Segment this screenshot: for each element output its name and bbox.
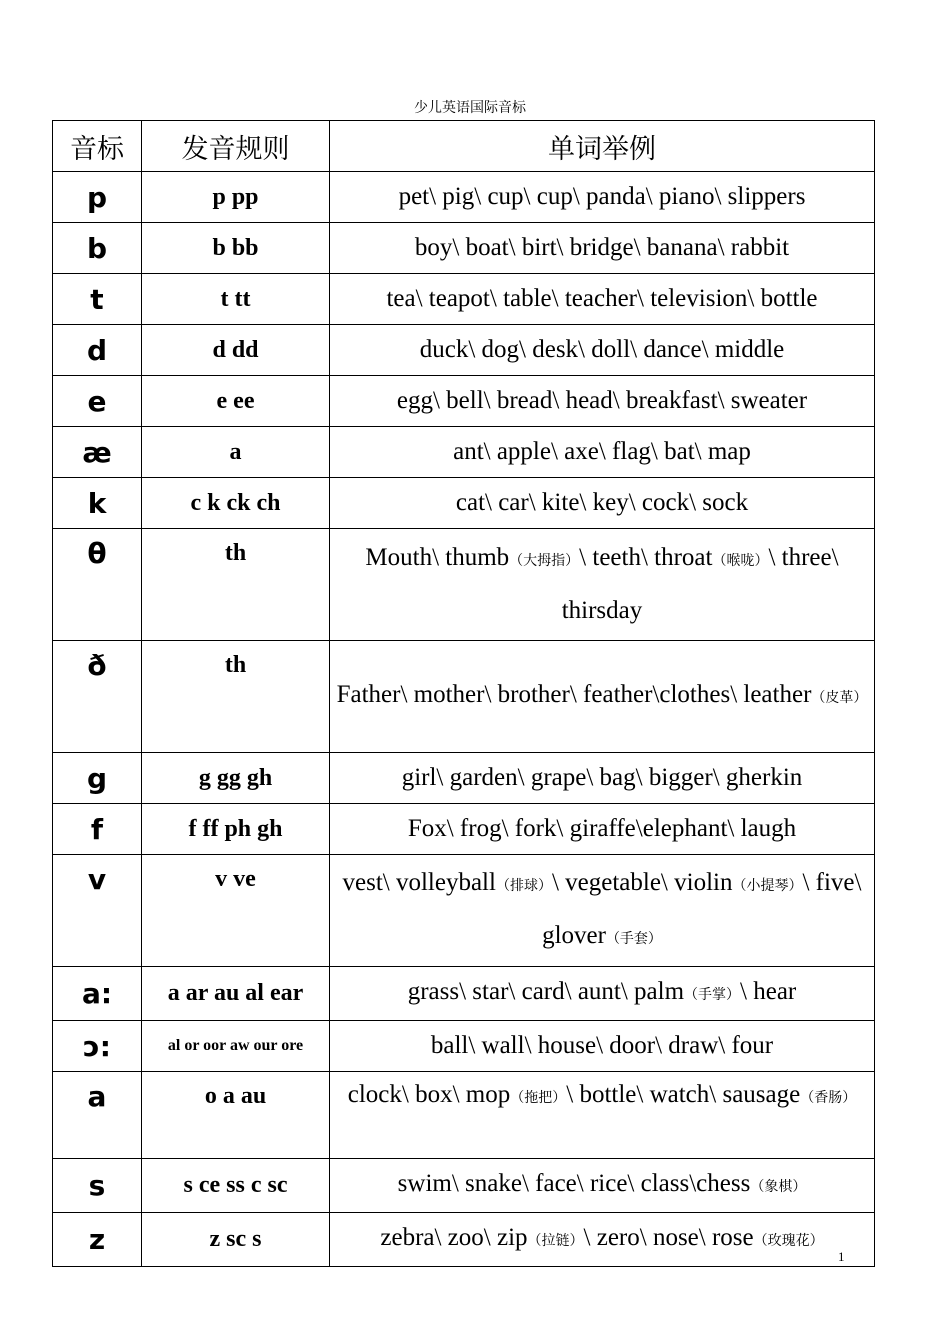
chinese-note: （拉链） (527, 1233, 584, 1249)
spelling-rule: t tt (142, 274, 330, 325)
spelling-rule: p pp (142, 172, 330, 223)
table-row (53, 1159, 875, 1213)
phonetic-symbol: θ (53, 529, 142, 641)
example-words: ball\ wall\ house\ door\ draw\ four (330, 1021, 875, 1072)
spelling-rule: th (142, 529, 330, 641)
column-header-symbol: 音标 (53, 121, 142, 172)
chinese-note: （大拇指） (509, 553, 580, 569)
chinese-note: （玫瑰花） (753, 1233, 824, 1249)
example-words (330, 855, 875, 967)
example-words (330, 641, 875, 753)
phonetic-symbol: e (53, 376, 142, 427)
chinese-note: （手掌） (684, 987, 741, 1003)
phonetic-symbol: v (53, 855, 142, 967)
example-words: Fox\ frog\ fork\ giraffe\elephant\ laugh (330, 804, 875, 855)
phonetic-symbol: s (53, 1159, 142, 1213)
phonetic-symbol: f (53, 804, 142, 855)
page-header: 少儿英语国际音标 (414, 101, 526, 116)
spelling-rule: b bb (142, 223, 330, 274)
table-row (53, 1021, 875, 1072)
table-row (53, 1213, 875, 1267)
table-row (53, 1072, 875, 1159)
table-row (53, 427, 875, 478)
table-header-row (53, 121, 875, 172)
chinese-note: （喉咙） (712, 553, 769, 569)
spelling-rule: a (142, 427, 330, 478)
spelling-rule: z sc s (142, 1213, 330, 1267)
word-text: \ three\ thirsday (561, 544, 839, 624)
example-words: tea\ teapot\ table\ teacher\ television\ bottle (330, 274, 875, 325)
spelling-rule: a ar au al ear (142, 967, 330, 1021)
phonetics-table (52, 120, 875, 1267)
spelling-rule: v ve (142, 855, 330, 967)
spelling-rule: g gg gh (142, 753, 330, 804)
phonetic-symbol: k (53, 478, 142, 529)
spelling-rule: f ff ph gh (142, 804, 330, 855)
spelling-rule: th (142, 641, 330, 753)
spelling-rule: al or oor aw our ore (142, 1021, 330, 1072)
table-row (53, 325, 875, 376)
page-number: 1 (838, 1249, 845, 1264)
table-row (53, 274, 875, 325)
phonetic-symbol: a: (53, 967, 142, 1021)
example-words: pet\ pig\ cup\ cup\ panda\ piano\ slippers (330, 172, 875, 223)
spelling-rule: e ee (142, 376, 330, 427)
phonetic-symbol: a (53, 1072, 142, 1159)
word-text: grass\ star\ card\ aunt\ palm (407, 978, 685, 1005)
example-words: egg\ bell\ bread\ head\ breakfast\ sweater (330, 376, 875, 427)
word-text: clock\ box\ mop (347, 1081, 511, 1108)
phonetic-symbol: æ (53, 427, 142, 478)
table-row (53, 223, 875, 274)
phonetic-symbol: ɔ: (53, 1021, 142, 1072)
phonetic-symbol: ð (53, 641, 142, 753)
spelling-rule: d dd (142, 325, 330, 376)
table-row (53, 855, 875, 967)
example-words (330, 1213, 875, 1267)
chinese-note: （拖把） (510, 1090, 567, 1106)
chinese-note: （象棋） (750, 1179, 807, 1195)
example-words: cat\ car\ kite\ key\ cock\ sock (330, 478, 875, 529)
spelling-rule: s ce ss c sc (142, 1159, 330, 1213)
example-words: boy\ boat\ birt\ bridge\ banana\ rabbit (330, 223, 875, 274)
word-text: \ zero\ nose\ rose (583, 1224, 754, 1251)
example-words (330, 529, 875, 641)
example-words: duck\ dog\ desk\ doll\ dance\ middle (330, 325, 875, 376)
word-text: Father\ mother\ brother\ feather\clothes\ leather (336, 681, 812, 708)
word-text: vest\ volleyball (342, 868, 496, 896)
word-text: \ teeth\ throat (579, 544, 713, 571)
word-text: Mouth\ thumb (365, 544, 510, 571)
example-words: girl\ garden\ grape\ bag\ bigger\ gherkin (330, 753, 875, 804)
chinese-note: （手套） (605, 930, 662, 947)
phonetic-symbol: p (53, 172, 142, 223)
chinese-note: （排球） (495, 877, 552, 894)
word-text: \ vegetable\ violin (551, 868, 733, 896)
phonetic-symbol: g (53, 753, 142, 804)
example-words (330, 1159, 875, 1213)
table-row (53, 172, 875, 223)
table-row (53, 641, 875, 753)
example-words: ant\ apple\ axe\ flag\ bat\ map (330, 427, 875, 478)
table-row (53, 376, 875, 427)
table-row (53, 478, 875, 529)
word-text: zebra\ zoo\ zip (380, 1224, 528, 1251)
table-row (53, 529, 875, 641)
word-text: \ bottle\ watch\ sausage (566, 1081, 801, 1108)
phonetic-symbol: b (53, 223, 142, 274)
example-words (330, 1072, 875, 1159)
word-text: swim\ snake\ face\ rice\ class\chess (397, 1170, 751, 1197)
phonetic-symbol: t (53, 274, 142, 325)
word-text: \ five\ glover (542, 868, 862, 949)
spelling-rule: c k ck ch (142, 478, 330, 529)
chinese-note: （皮革） (811, 690, 868, 706)
table-row (53, 804, 875, 855)
phonetic-symbol: d (53, 325, 142, 376)
column-header-examples: 单词举例 (330, 121, 875, 172)
phonetic-symbol: z (53, 1213, 142, 1267)
table-row (53, 967, 875, 1021)
word-text: \ hear (740, 978, 797, 1005)
table-row (53, 753, 875, 804)
column-header-rule: 发音规则 (142, 121, 330, 172)
chinese-note: （香肠） (800, 1090, 857, 1106)
spelling-rule: o a au (142, 1072, 330, 1159)
chinese-note: （小提琴） (732, 877, 803, 894)
example-words (330, 967, 875, 1021)
